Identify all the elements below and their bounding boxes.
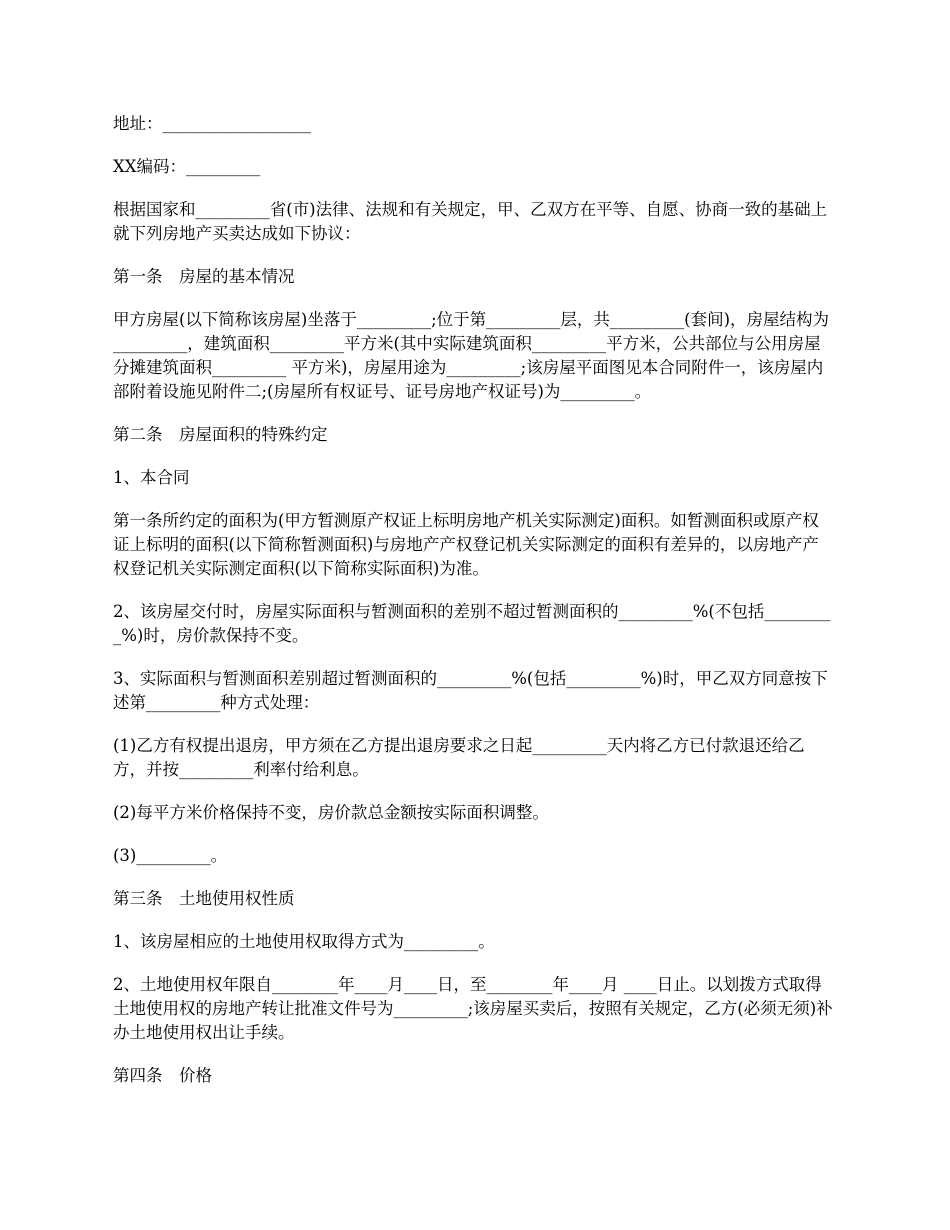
- article1-body: 甲方房屋(以下简称该房屋)坐落于_________;位于第_________层，共_________(套间)，房屋结构为 _________，建筑面积_________平方米(其中实际建筑面积_________平方米，公共部位与公用房屋分摊建筑面积_________ 平方米)，房屋用途为_________;该房屋平面图见本合同附件一，该房屋内部附着设施见附件二;(房屋所有权证号、证号房地产权证号)为_________。: [113, 310, 835, 401]
- article4-title: 第四条 价格: [113, 1066, 212, 1085]
- article3-title: 第三条 土地使用权性质: [113, 889, 295, 908]
- article1-title: 第一条 房屋的基本情况: [113, 267, 295, 286]
- preamble: 根据国家和_________省(市)法律、法规和有关规定，甲、乙双方在平等、自愿、协商一致的基础上就下列房地产买卖达成如下协议：: [113, 200, 828, 243]
- document-page: [113, 112, 835, 1107]
- article2-item1-body: 第一条所约定的面积为(甲方暂测原产权证上标明房地产机关实际测定)面积。如暂测面积或原产权证上标明的面积(以下简称暂测面积)与房地产产权登记机关实际测定的面积有差异的，以房地产产权登记机关实际测定面积(以下简称实际面积)为准。: [113, 511, 819, 578]
- article2-item2: 2、该房屋交付时，房屋实际面积与暂测面积的差别不超过暂测面积的_________%(不包括_________%)时，房价款保持不变。: [113, 602, 831, 645]
- article2-option1: (1)乙方有权提出退房，甲方须在乙方提出退房要求之日起_________天内将乙方已付款退还给乙方，并按_________利率付给利息。: [113, 736, 805, 779]
- article3-item1: 1、该房屋相应的土地使用权取得方式为_________。: [113, 932, 495, 951]
- article2-item1: 1、本合同: [113, 468, 190, 487]
- address-line: 地址：__________________: [113, 114, 311, 133]
- article2-title: 第二条 房屋面积的特殊约定: [113, 425, 328, 444]
- article2-item3: 3、实际面积与暂测面积差别超过暂测面积的_________%(包括_________%)时，甲乙双方同意按下述第_________种方式处理：: [113, 669, 828, 712]
- article3-item2: 2、土地使用权年限自________年____月____日，至________年____月 ____日止。以划拨方式取得土地使用权的房地产转让批准文件号为_________;该房屋买卖后，按照有关规定，乙方(必须无须)补办土地使用权出让手续。: [113, 975, 833, 1042]
- article2-option3: (3)_________。: [113, 846, 228, 865]
- code-line: XX编码：_________: [113, 157, 261, 176]
- article2-option2: (2)每平方米价格保持不变，房价款总金额按实际面积调整。: [113, 803, 549, 822]
